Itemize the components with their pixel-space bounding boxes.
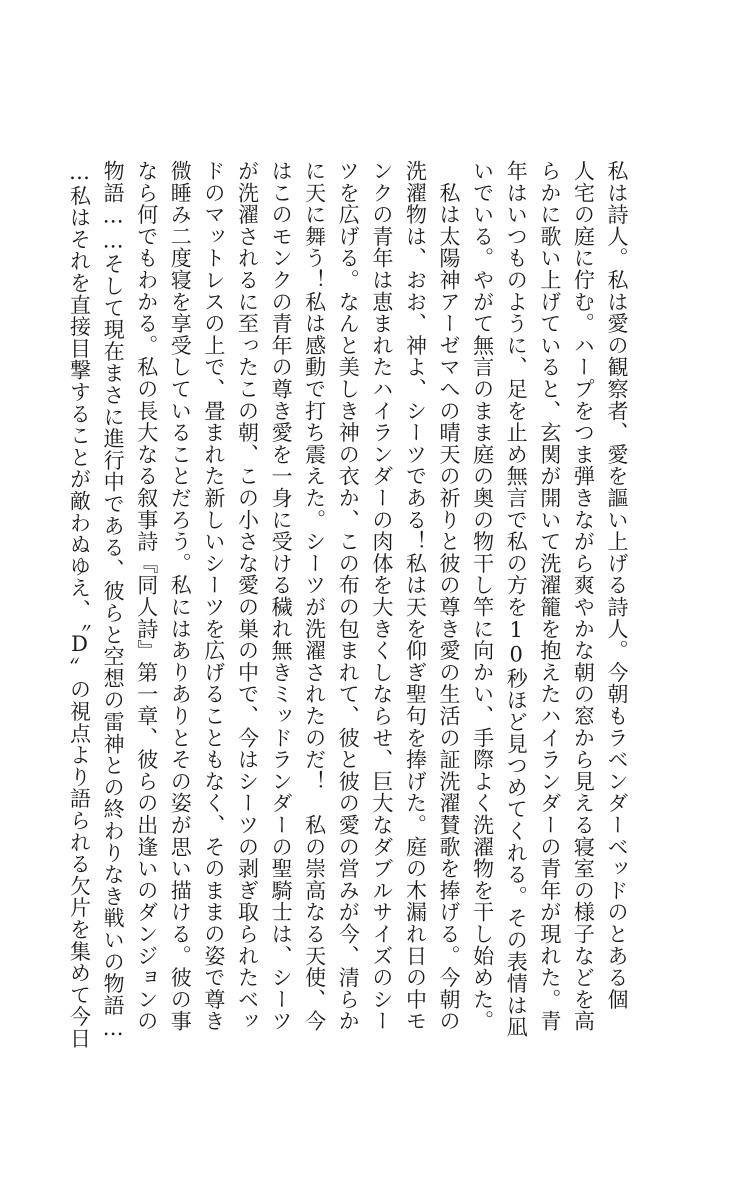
- text-line: いでいる。やがて無言のまま庭の奥の物干し竿に向かい、手際よく洗濯物を干し始めた。: [470, 160, 495, 1032]
- text-line: 物語……そして現在まさに進行中である、彼らと空想の雷神との終わりなき戦いの物語…: [101, 160, 126, 1041]
- vertical-text-body: [62, 160, 633, 1050]
- text-line: 洗濯物は、おお、神よ、シーツである！私は天を仰ぎ聖句を捧げた。庭の木漏れ日の中モ: [403, 160, 428, 1032]
- text-line: 微睡み二度寝を享受していることだろう。私にはありありとその姿が思い描ける。彼の事: [168, 160, 193, 1032]
- text-line: ドのマットレスの上で、畳まれた新しいシーツを広げることもなく、そのままの姿で尊き: [201, 160, 226, 1032]
- text-line: 人宅の庭に佇む。ハープをつま弾きながら爽やかな朝の窓から見える寝室の様子などを高: [571, 160, 596, 1032]
- text-line: に天に舞う！私は感動で打ち震えた。シーツが洗濯されたのだ！ 私の崇高なる天使、今: [302, 160, 327, 1032]
- text-line: …私はそれを直接目撃することが敵わぬゆえ、〝D〟の視点より語られる欠片を集めて今日: [67, 160, 92, 1050]
- text-line: はこのモンクの青年の尊き愛を一身に受ける穢れ無きミッドランダーの聖騎士は、シーツ: [269, 160, 294, 1032]
- text-line: なら何でもわかる。私の長大なる叙事詩『同人詩』第一章、彼らの出逢いのダンジョンの: [134, 160, 159, 1032]
- text-line: らかに歌い上げていると、玄関が開いて洗濯籠を抱えたハイランダーの青年が現れた。青: [537, 160, 562, 1032]
- text-line: 年はいつものように、足を止め無言で私の方を10秒ほど見つめてくれる。その表情は凪: [504, 160, 529, 1038]
- text-line: 私は詩人。私は愛の観察者、愛を謳い上げる詩人。今朝もラベンダーベッドのとある個: [605, 160, 629, 1011]
- text-line: ンクの青年は恵まれたハイランダーの肉体を大きくしならせ、巨大なダブルサイズのシー: [369, 160, 394, 1032]
- text-line: ツを広げる。なんと美しき神の衣か、この布の包まれて、彼と彼の愛の営みが今、清らか: [336, 160, 361, 1032]
- text-line: 私は太陽神アーゼマへの晴天の祈りと彼の尊き愛の生活の証洗濯賛歌を捧げる。今朝の: [437, 160, 462, 1032]
- text-line: が洗濯されるに至ったこの朝、この小さな愛の巣の中で、今はシーツの剥ぎ取られたベッ: [235, 160, 260, 1032]
